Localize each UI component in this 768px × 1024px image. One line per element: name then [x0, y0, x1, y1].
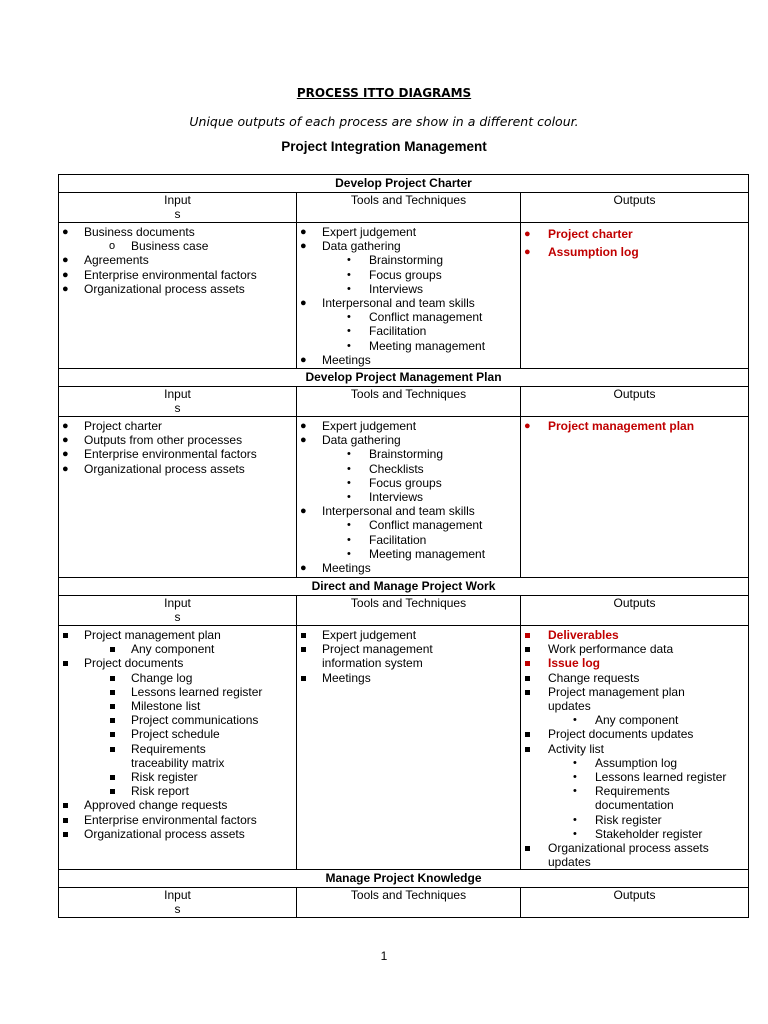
list-item: • Conflict management [347, 310, 483, 325]
tools-header: Tools and Techniques [297, 387, 521, 417]
process-title: Direct and Manage Project Work [59, 578, 749, 596]
list-item: • Stakeholder register [573, 826, 703, 841]
list-item: • Checklists [347, 461, 424, 476]
list-item: • Interviews [347, 490, 424, 505]
inputs-cell [59, 417, 297, 578]
outputs-cell [521, 223, 749, 369]
list-item: ● Organizational process assets [62, 461, 245, 476]
list-item: Project documents [59, 656, 296, 670]
list-item: Enterprise environmental factors [59, 813, 296, 827]
tools-header: Tools and Techniques [297, 888, 521, 918]
list-item: Change log [59, 671, 296, 685]
list-item: Issue log [521, 656, 748, 670]
process-title: Manage Project Knowledge [59, 870, 749, 888]
page-number: 1 [380, 949, 388, 963]
list-item: Requirements traceability matrix [59, 742, 241, 770]
outputs-header: Outputs [521, 596, 749, 626]
list-item: ● Outputs from other processes [62, 433, 243, 448]
list-item: • Facilitation [347, 532, 427, 547]
list-item: ● Data gathering [300, 433, 401, 448]
document-title: PROCESS ITTO DIAGRAMS [296, 86, 472, 100]
list-item: • Focus groups [347, 475, 442, 490]
list-item: • Meeting management [347, 546, 486, 561]
inputs-cell [59, 626, 297, 870]
list-item: Deliverables [521, 628, 748, 642]
list-item: • Risk register [573, 812, 662, 827]
list-item: Any component [59, 642, 296, 656]
inputs-cell [59, 223, 297, 369]
outputs-cell [521, 626, 749, 870]
list-item: Project documents updates [521, 727, 748, 741]
list-item: • Interviews [347, 281, 424, 296]
list-item: Risk register [59, 770, 296, 784]
list-item: ● Project charter [62, 419, 163, 433]
list-item: Expert judgement [297, 628, 520, 642]
list-item: • Assumption log [573, 755, 678, 770]
process-title: Develop Project Management Plan [59, 369, 749, 387]
tools-cell [297, 626, 521, 870]
list-item: ● Project management plan [524, 419, 695, 433]
inputs-header: Input s [59, 888, 297, 918]
section-title: Project Integration Management [281, 139, 487, 154]
tools-header: Tools and Techniques [297, 596, 521, 626]
document-subtitle: Unique outputs of each process are show in a different colour. [189, 114, 579, 129]
list-item: • Any component [573, 713, 679, 728]
list-item: • Meeting management [347, 338, 486, 353]
list-item: • Brainstorming [347, 253, 444, 268]
tools-header: Tools and Techniques [297, 193, 521, 223]
list-item: ● Meetings [300, 352, 371, 367]
list-item: Project management plan [59, 628, 296, 642]
list-item: • Lessons learned register [573, 770, 727, 785]
list-item: ● Enterprise environmental factors [62, 267, 257, 282]
list-item: Activity list [521, 742, 748, 756]
inputs-header: Input s [59, 387, 297, 417]
list-item: ● Assumption log [524, 245, 639, 259]
list-item: ● Interpersonal and team skills [300, 296, 475, 311]
list-item: ● Expert judgement [300, 419, 417, 433]
outputs-header: Outputs [521, 387, 749, 417]
inputs-header: Input s [59, 596, 297, 626]
list-item: Lessons learned register [59, 685, 296, 699]
list-item: Organizational process assets [59, 827, 296, 841]
list-item: Project management information system [297, 642, 447, 670]
list-item: Work performance data [521, 642, 748, 656]
list-item: ● Interpersonal and team skills [300, 504, 475, 519]
list-item: ● Expert judgement [300, 225, 417, 239]
list-item: Project communications [59, 713, 296, 727]
list-item: ● Business documents [62, 225, 195, 239]
list-item: Organizational process assets updates [521, 841, 728, 869]
process-title: Develop Project Charter [59, 175, 749, 193]
list-item: ● Meetings [300, 561, 371, 576]
list-item: Project management plan updates [521, 685, 693, 713]
list-item: ● Data gathering [300, 239, 401, 254]
list-item: • Facilitation [347, 324, 427, 339]
inputs-header: Input s [59, 193, 297, 223]
list-item: ● Enterprise environmental factors [62, 447, 257, 462]
list-item: Milestone list [59, 699, 296, 713]
list-item: Meetings [297, 671, 520, 685]
list-item: • Requirements documentation [573, 784, 674, 813]
list-item: Project schedule [59, 727, 296, 741]
tools-cell [297, 223, 521, 369]
list-item: Change requests [521, 671, 748, 685]
list-item: • Brainstorming [347, 447, 444, 462]
tools-cell [297, 417, 521, 578]
outputs-cell [521, 417, 749, 578]
list-item: Risk report [59, 784, 296, 798]
list-item: Approved change requests [59, 798, 296, 812]
outputs-header: Outputs [521, 888, 749, 918]
list-item: o Business case [109, 239, 209, 254]
list-item: ● Project charter [524, 227, 633, 241]
list-item: ● Organizational process assets [62, 281, 245, 296]
list-item: • Focus groups [347, 267, 442, 282]
outputs-header: Outputs [521, 193, 749, 223]
itto-table [58, 174, 749, 918]
list-item: • Conflict management [347, 518, 483, 533]
list-item: ● Agreements [62, 253, 149, 268]
